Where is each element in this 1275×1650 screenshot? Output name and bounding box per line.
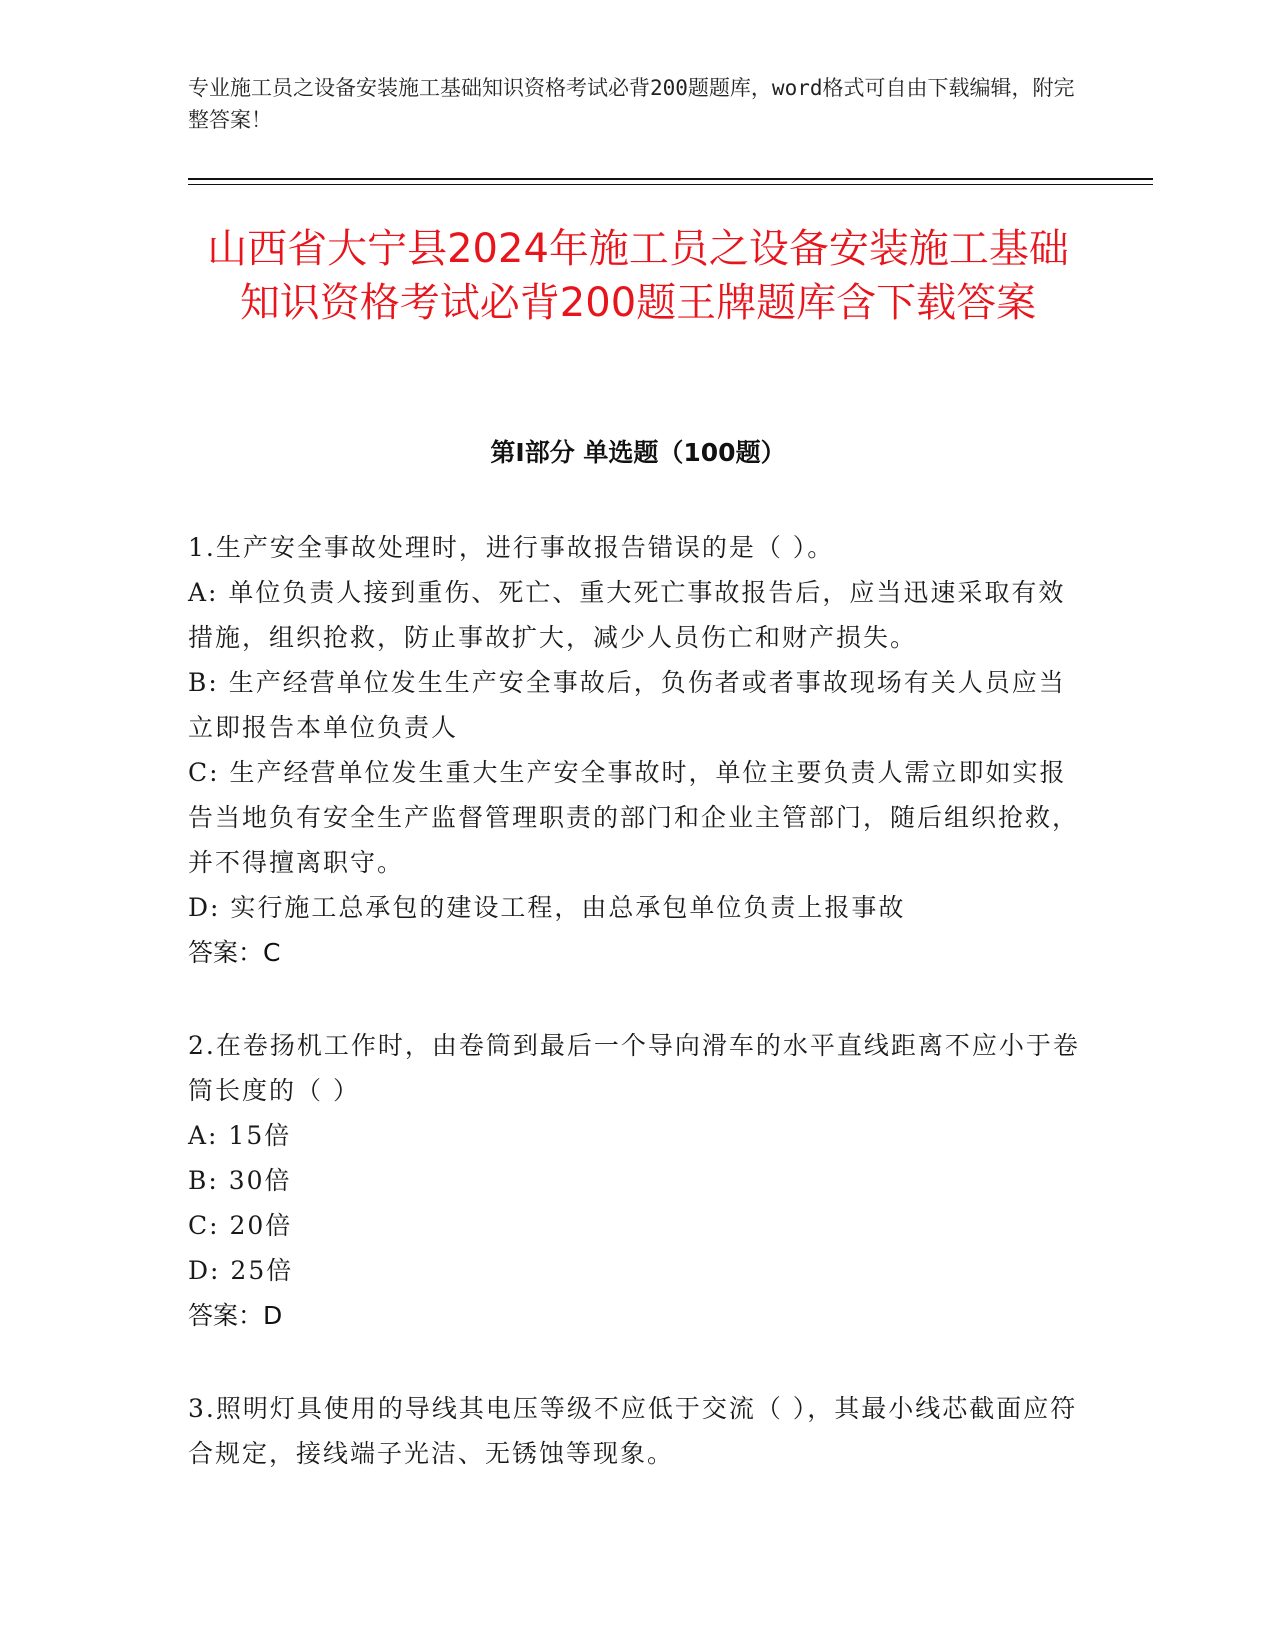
section-title: 第I部分 单选题（100题） <box>490 438 786 467</box>
question-stem: 3.照明灯具使用的导线其电压等级不应低于交流（ ），其最小线芯截面应符合规定，接线端子光洁、无锈蚀等现象。 <box>188 1394 1078 1468</box>
option-d: D: 25倍 <box>188 1256 294 1285</box>
option-c: C: 20倍 <box>188 1211 293 1240</box>
header-divider-thick <box>188 178 1153 180</box>
option-a: A: 15倍 <box>188 1121 292 1150</box>
option-b: B: 30倍 <box>188 1166 292 1195</box>
answer-line: 答案：C <box>188 938 281 967</box>
question-1 <box>188 525 1088 975</box>
answer-line: 答案：D <box>188 1301 283 1330</box>
question-stem: 1.生产安全事故处理时，进行事故报告错误的是（ ）。 <box>188 533 835 562</box>
header-divider-thin <box>188 184 1153 185</box>
header-note: 专业施工员之设备安装施工基础知识资格考试必背200题题库，word格式可自由下载编辑，附完整答案！ <box>188 76 1075 132</box>
option-a: A: 单位负责人接到重伤、死亡、重大死亡事故报告后，应当迅速采取有效措施，组织抢救，防止事故扩大，减少人员伤亡和财产损失。 <box>188 578 1066 652</box>
question-list <box>188 525 1088 1524</box>
question-2 <box>188 1023 1088 1338</box>
option-c: C: 生产经营单位发生重大生产安全事故时，单位主要负责人需立即如实报告当地负有安全生产监督管理职责的部门和企业主管部门，随后组织抢救，并不得擅离职守。 <box>188 758 1080 877</box>
question-3 <box>188 1386 1088 1476</box>
option-b: B: 生产经营单位发生生产安全事故后，负伤者或者事故现场有关人员应当立即报告本单位负责人 <box>188 668 1066 742</box>
document-title: 山西省大宁县2024年施工员之设备安装施工基础知识资格考试必背200题王牌题库含下载答案 <box>207 226 1069 326</box>
option-d: D: 实行施工总承包的建设工程，由总承包单位负责上报事故 <box>188 893 906 922</box>
question-stem: 2.在卷扬机工作时，由卷筒到最后一个导向滑车的水平直线距离不应小于卷筒长度的（ ） <box>188 1031 1080 1105</box>
